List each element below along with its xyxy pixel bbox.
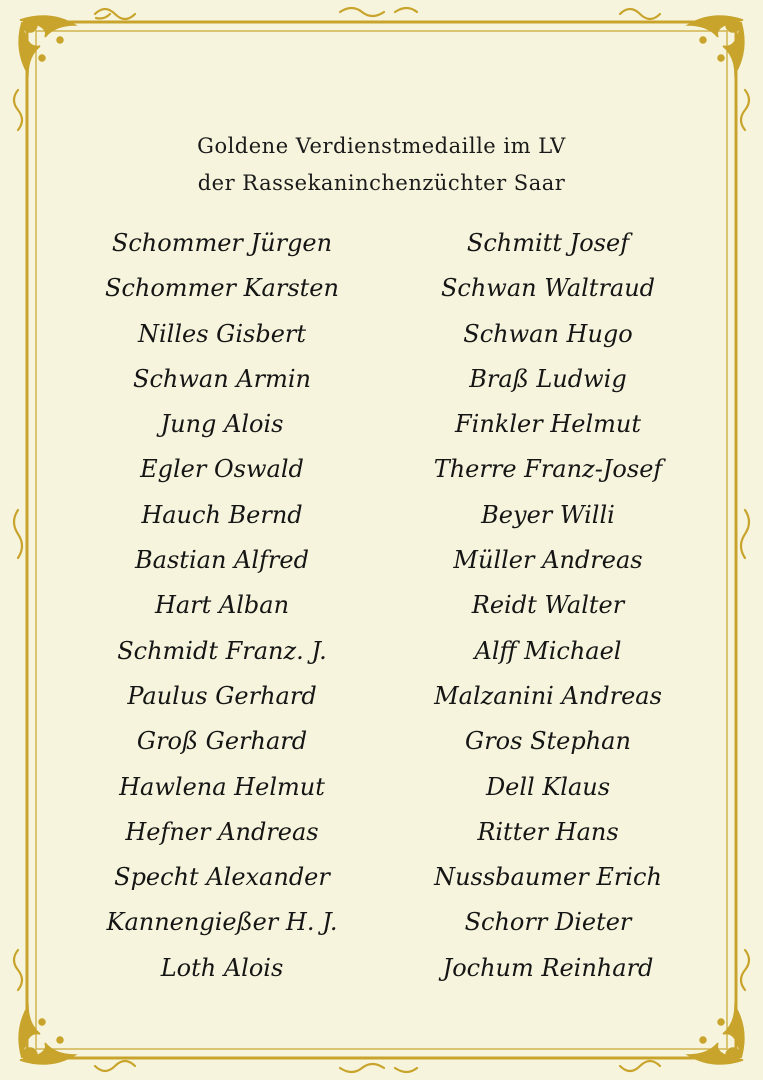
list-item: Schwan Hugo (463, 319, 633, 348)
corner-bottom-left-ornament (19, 1006, 75, 1064)
list-item: Ritter Hans (477, 817, 619, 846)
corner-top-left-ornament (19, 16, 75, 74)
list-item: Dell Klaus (485, 772, 611, 801)
names-column-right (398, 226, 698, 996)
list-item: Schommer Jürgen (111, 229, 333, 257)
list-item: Therre Franz-Josef (433, 455, 663, 484)
list-item: Paulus Gerhard (127, 681, 317, 710)
list-item: Jochum Reinhard (442, 953, 654, 982)
list-item: Specht Alexander (114, 863, 330, 892)
list-item: Müller Andreas (453, 546, 643, 575)
title-line-2: der Rassekaninchenzüchter Saar (197, 171, 566, 195)
corner-top-right-ornament (688, 16, 744, 74)
list-item: Schorr Dieter (464, 908, 632, 937)
list-item: Hauch Bernd (141, 500, 303, 529)
list-item: Hefner Andreas (125, 817, 319, 846)
list-item: Hawlena Helmut (119, 772, 325, 801)
list-item: Loth Alois (160, 953, 284, 982)
list-item: Nilles Gisbert (137, 319, 307, 348)
list-item: Schwan Waltraud (440, 274, 656, 303)
list-item: Kannengießer H. J. (106, 908, 338, 937)
list-item: Gros Stephan (465, 727, 631, 756)
list-item: Schwan Armin (133, 364, 311, 393)
list-item: Braß Ludwig (469, 364, 627, 393)
list-item: Schommer Karsten (105, 274, 339, 303)
list-item: Schmitt Josef (466, 229, 630, 257)
list-item: Hart Alban (154, 591, 290, 620)
list-item: Beyer Willi (481, 500, 615, 529)
list-item: Malzanini Andreas (434, 681, 662, 710)
title-line-1: Goldene Verdienstmedaille im LV (197, 134, 566, 158)
list-item: Finkler Helmut (455, 410, 641, 439)
corner-bottom-right-ornament (688, 1006, 744, 1064)
list-item: Jung Alois (160, 410, 284, 439)
names-column-left (72, 226, 372, 996)
list-item: Reidt Walter (471, 591, 625, 620)
list-item: Egler Oswald (140, 455, 304, 484)
list-item: Bastian Alfred (135, 546, 309, 575)
list-item: Groß Gerhard (136, 727, 308, 756)
list-item: Schmidt Franz. J. (117, 636, 327, 665)
list-item: Alff Michael (474, 636, 622, 665)
list-item: Nussbaumer Erich (434, 863, 662, 892)
